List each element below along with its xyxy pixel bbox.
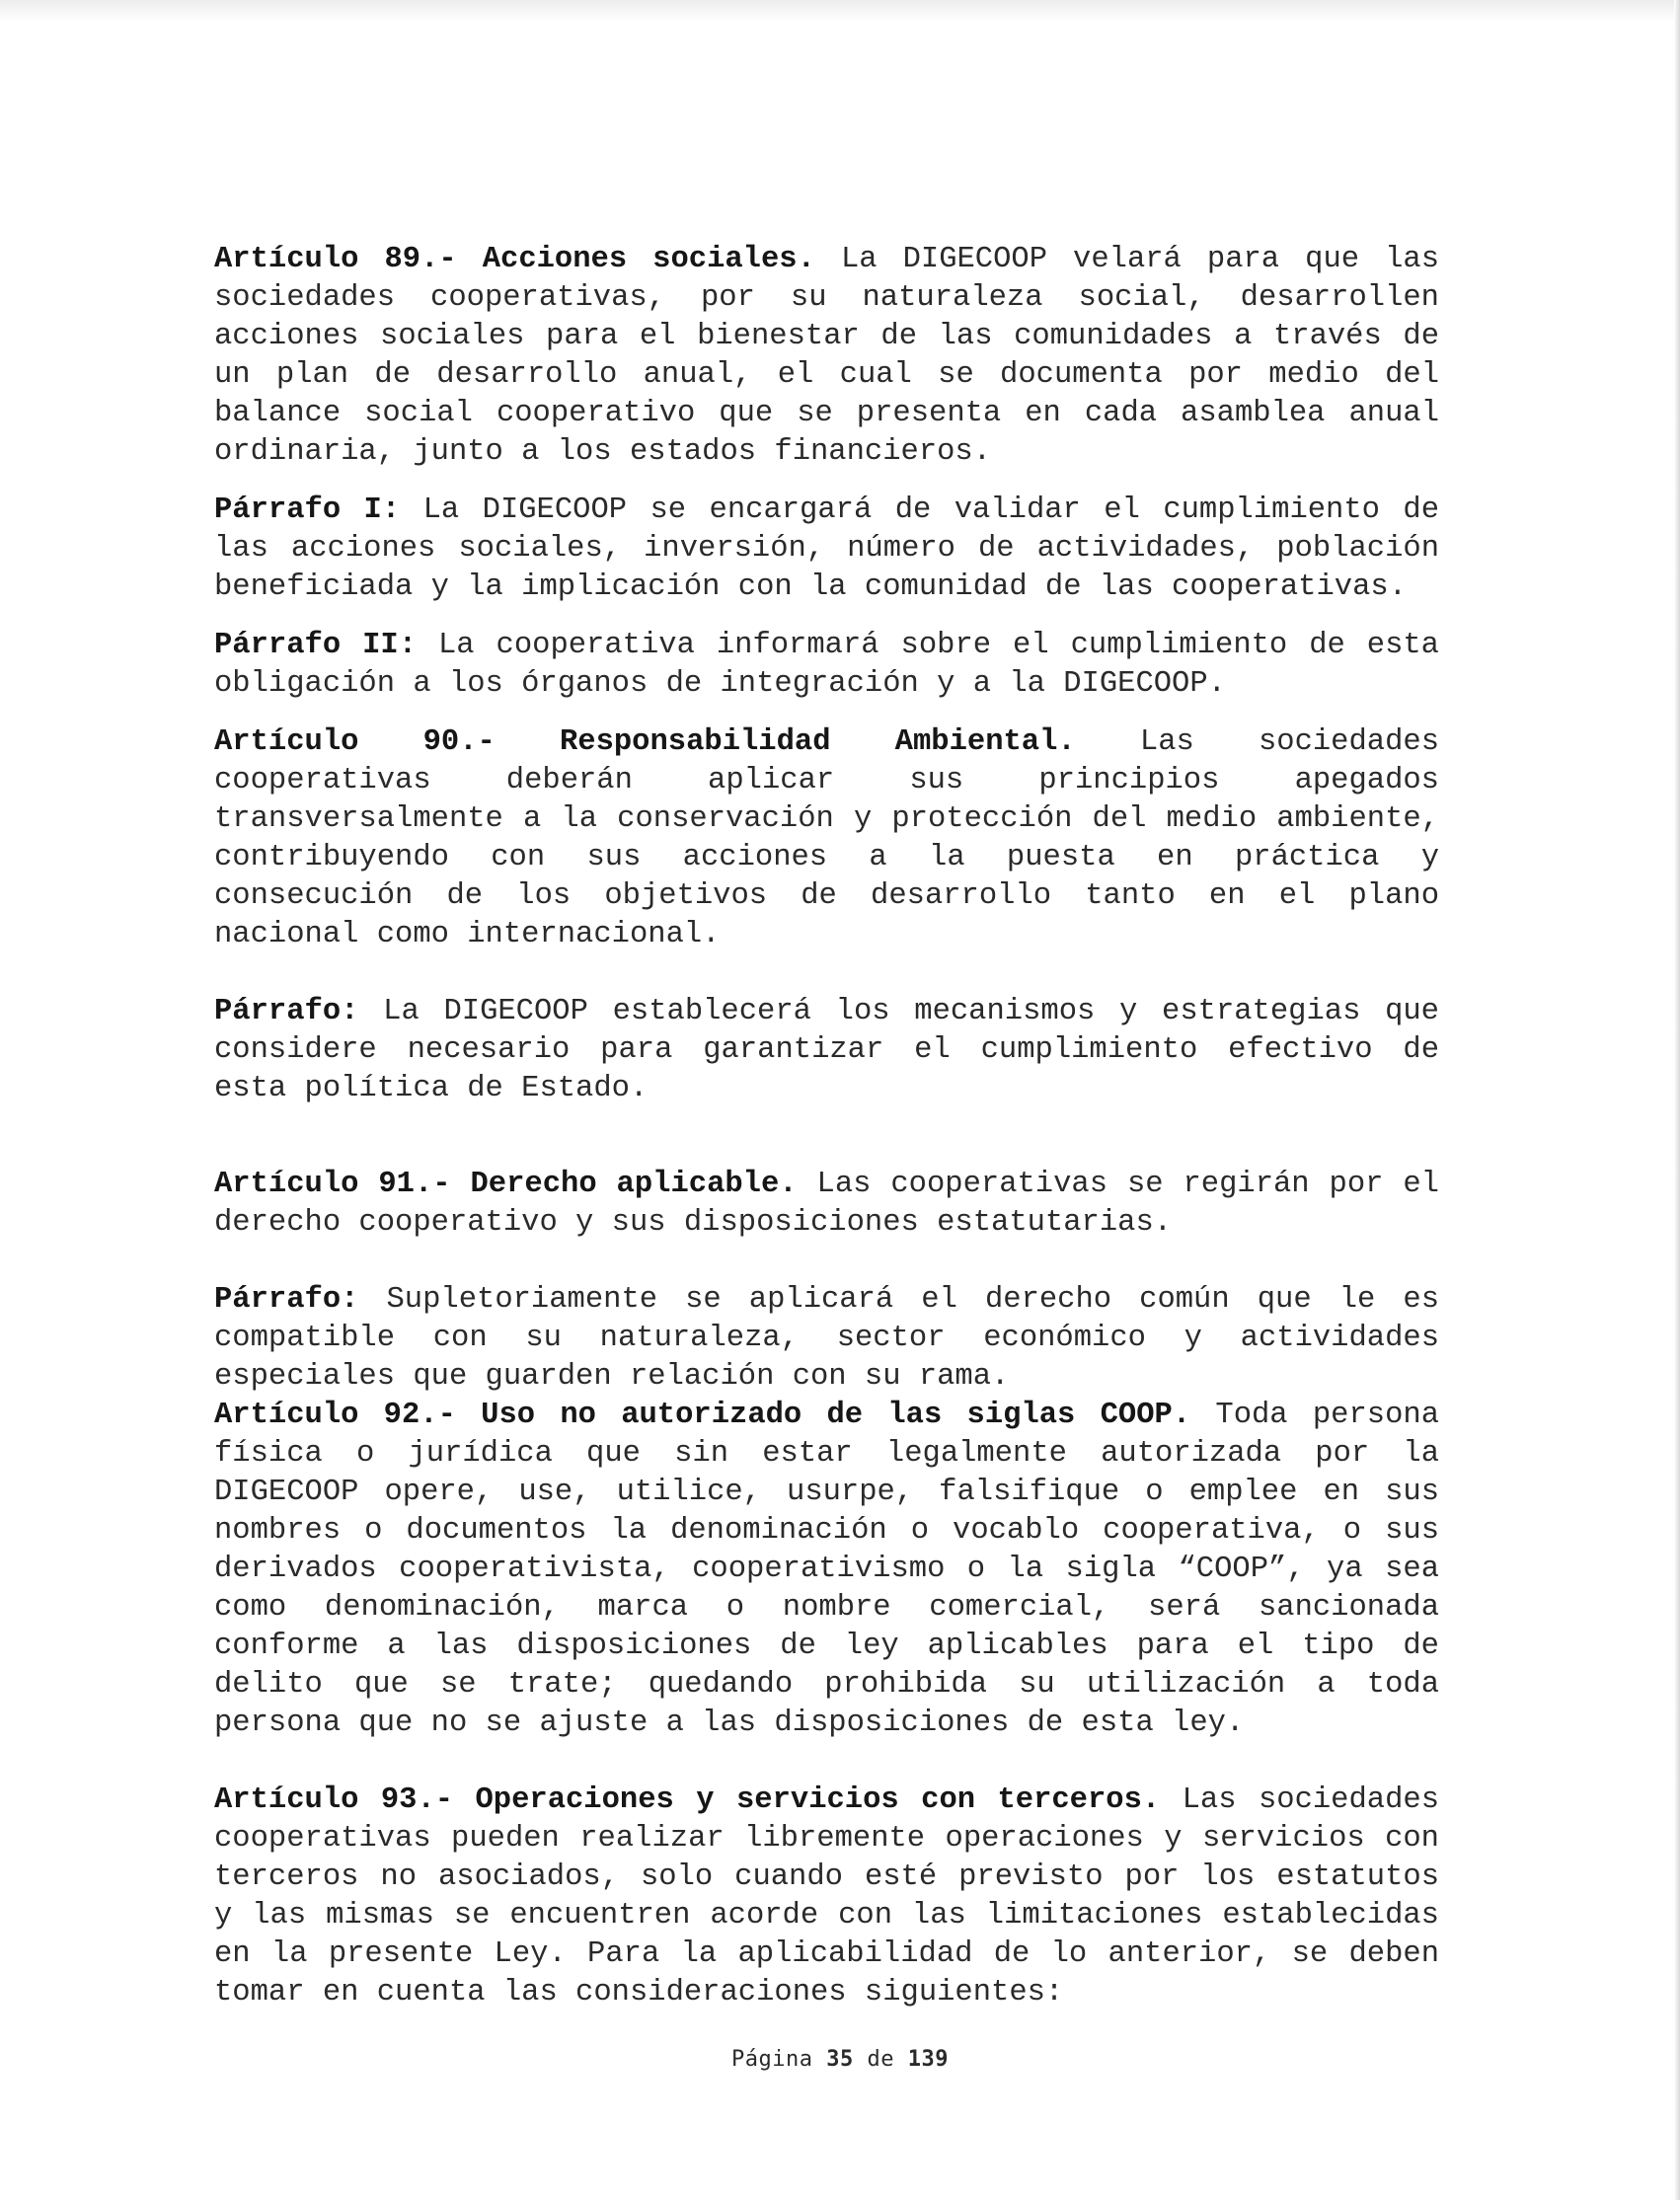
paragraph-body: Supletoriamente se aplicará el derecho común que le es compatible con su naturaleza, sector económico y actividades especiales que guarden relación con su rama. — [214, 1283, 1439, 1394]
scan-right-edge — [1674, 0, 1680, 2200]
paragraph-body: La DIGECOOP se encargará de validar el cumplimiento de las acciones sociales, inversión, número de actividades, población beneficiada y la implicación con la comunidad de las cooperativas. — [214, 493, 1440, 604]
article-90-body: Las sociedades cooperativas deberán aplicar sus principios apegados transversalmente a la conservación y protección del medio ambiente, contribuyendo con sus acciones a la puesta en práctica y consecución de los objetivos de desarrollo tanto en el plano nacional como internacional. — [214, 725, 1439, 951]
article-93 — [214, 1782, 1439, 2012]
page-label-mid: de — [867, 2047, 894, 2072]
paragraph-label: Párrafo: — [214, 995, 359, 1028]
total-pages-number: 139 — [907, 2047, 949, 2072]
article-92-heading: Artículo 92.- Uso no autorizado de las siglas COOP. — [214, 1399, 1191, 1432]
page-number-footer — [0, 2047, 1680, 2072]
current-page-number: 35 — [826, 2047, 854, 2072]
article-92-body: Toda persona física o jurídica que sin estar legalmente autorizada por la DIGECOOP opere, use, utilice, usurpe, falsifique o emplee en sus nombres o documentos la denominación o vocablo cooperativa, o sus derivados cooperativista, cooperativismo o la sigla “COOP”, ya sea como denominación, marca o nombre comercial, será sancionada conforme a las disposiciones de ley aplicables para el tipo de delito que se trate; quedando prohibida su utilización a toda persona que no se ajuste a las disposiciones de esta ley. — [214, 1399, 1439, 1740]
article-89-body: La DIGECOOP velará para que las sociedades cooperativas, por su naturaleza social, desarrollen acciones sociales para el bienestar de las comunidades a través de un plan de desarrollo anual, el cual se documenta por medio del balance social cooperativo que se presenta en cada asamblea anual ordinaria, junto a los estados financieros. — [214, 243, 1439, 469]
article-92 — [214, 1397, 1439, 1743]
paragraph-body: La DIGECOOP establecerá los mecanismos y estrategias que considere necesario para garantizar el cumplimiento efectivo de esta política de Estado. — [214, 995, 1439, 1105]
paragraph-body: La cooperativa informará sobre el cumplimiento de esta obligación a los órganos de integración y a la DIGECOOP. — [214, 629, 1439, 701]
article-89-paragraph-1 — [214, 492, 1439, 607]
article-91 — [214, 1166, 1439, 1243]
scan-top-shadow — [0, 0, 1680, 22]
article-89-paragraph-2 — [214, 627, 1439, 704]
document-body — [214, 241, 1439, 2012]
page-label-prefix: Página — [731, 2047, 813, 2072]
paragraph-label: Párrafo I: — [214, 493, 401, 527]
article-89-heading: Artículo 89.- Acciones sociales. — [214, 243, 815, 276]
paragraph-label: Párrafo II: — [214, 629, 417, 662]
paragraph-label: Párrafo: — [214, 1283, 359, 1317]
article-91-heading: Artículo 91.- Derecho aplicable. — [214, 1168, 798, 1201]
article-91-body: Las cooperativas se regirán por el derecho cooperativo y sus disposiciones estatutarias. — [214, 1168, 1439, 1240]
article-90-paragraph — [214, 993, 1439, 1108]
article-90-heading: Artículo 90.- Responsabilidad Ambiental. — [214, 725, 1076, 759]
article-93-heading: Artículo 93.- Operaciones y servicios con terceros. — [214, 1783, 1161, 1817]
article-93-body: Las sociedades cooperativas pueden realizar libremente operaciones y servicios con terceros no asociados, solo cuando esté previsto por los estatutos y las mismas se encuentren acorde con las limitaciones establecidas en la presente Ley. Para la aplicabilidad de lo anterior, se deben tomar en cuenta las consideraciones siguientes: — [214, 1783, 1439, 2010]
article-90 — [214, 723, 1439, 954]
article-91-paragraph — [214, 1281, 1439, 1397]
article-89 — [214, 241, 1439, 472]
